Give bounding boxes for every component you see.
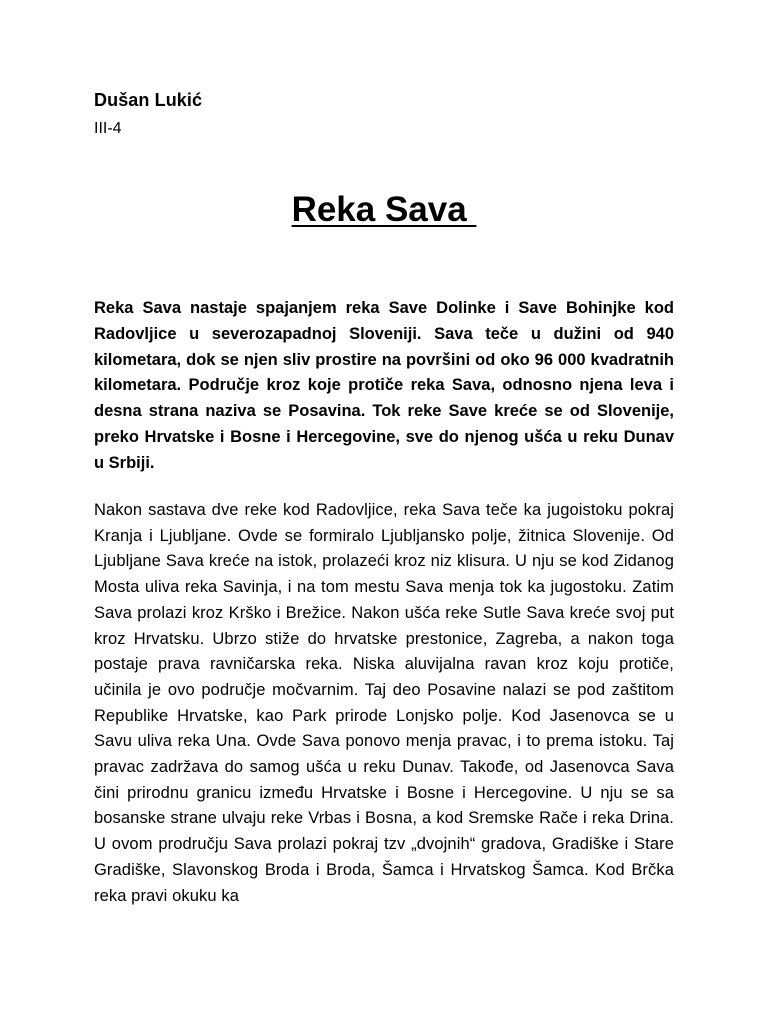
class-label: III-4 [94,120,122,137]
document-title: Reka Sava [291,190,477,229]
author-name: Dušan Lukić [94,90,203,110]
main-paragraph: Nakon sastava dve reke kod Radovljice, reka Sava teče ka jugoistoku pokraj Kranja i Ljubljane. Ovde se formiralo Ljubljansko polje, žitnica Slovenije. Od Ljubljane Sava kreće na istok, prolazeći kroz niz klisura. U nju se kod Zidanog Mosta uliva reka Savinja, i na tom mestu Sava menja tok ka jugostoku. Zatim Sava prolazi kroz Krško i Brežice. Nakon ušća reke Sutle Sava kreće svoj put kroz Hrvatsku. Ubrzo stiže do hrvatske prestonice, Zagreba, a nakon toga postaje prava ravničarska reka. Niska aluvijalna ravan kroz koju protiče, učinila je ovo područje močvarnim. Taj deo Posavine nalazi se pod zaštitom Republike Hrvatske, kao Park prirode Lonjsko polje. Kod Jasenovca se u Savu uliva reka Una. Ovde Sava ponovo menja pravac, i to prema istoku. Taj pravac zadržava do samog ušća u reku Dunav. Takođe, od Jasenovca Sava čini prirodnu granicu između Hrvatske i Bosne i Hercegovine. U nju se sa bosanske strane ulvaju reke Vrbas i Bosna, a kod Sremske Rače i reka Drina. U ovom prodručju Sava prolazi pokraj tzv „dvojnih“ gradova, Gradiške i Stare Gradiške, Slavonskog Broda i Broda, Šamca i Hrvatskog Šamca. Kod Brčka reka pravi okuku ka [94,501,674,905]
intro-paragraph: Reka Sava nastaje spajanjem reka Save Dolinke i Save Bohinjke kod Radovljice u severozapadnoj Sloveniji. Sava teče u dužini od 940 kilometara, dok se njen sliv prostire na površini od oko 96 000 kvadratnih kilometara. Područje kroz koje protiče reka Sava, odnosno njena leva i desna strana naziva se Posavina. Tok reke Save kreće se od Slovenije, preko Hrvatske i Bosne i Hercegovine, sve do njenog ušća u reku Dunav u Srbiji. [94,299,674,472]
